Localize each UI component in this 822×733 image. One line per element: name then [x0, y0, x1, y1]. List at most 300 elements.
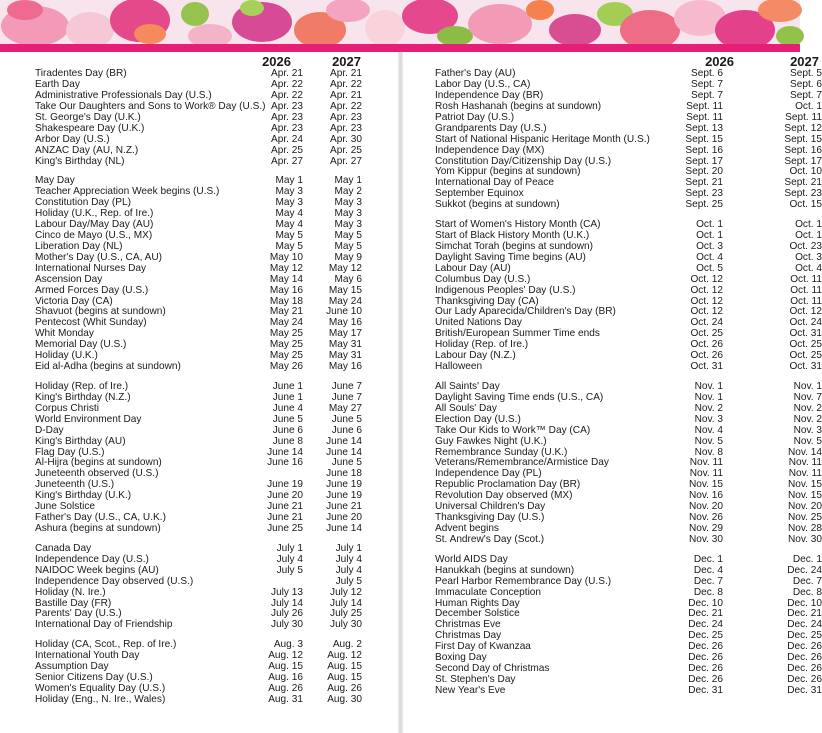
- date-2026: May 21: [269, 306, 303, 318]
- date-2027: Nov. 30: [787, 534, 822, 546]
- holiday-name: Take Our Daughters and Sons to Work® Day (U.S.): [35, 100, 266, 112]
- date-2027: Apr. 23: [330, 122, 362, 134]
- holiday-row: [403, 534, 822, 546]
- holiday-row: [0, 577, 398, 588]
- date-2026: Sept. 6: [691, 68, 723, 79]
- holiday-name: Start of National Hispanic Heritage Month (U.S.): [435, 133, 650, 145]
- date-2026: Nov. 15: [688, 479, 723, 491]
- date-2027: June 7: [331, 391, 362, 403]
- holiday-row: [403, 144, 822, 157]
- holiday-name: Pearl Harbor Remembrance Day (U.S.): [435, 575, 612, 587]
- holiday-row: [403, 122, 822, 135]
- date-2027: May 3: [334, 197, 362, 209]
- date-2026: Apr. 23: [271, 111, 303, 123]
- date-2027: Nov. 14: [787, 446, 822, 458]
- date-2027: Nov. 7: [793, 391, 822, 403]
- holiday-name: Victoria Day (CA): [35, 295, 113, 307]
- holiday-name: Boxing Day: [435, 652, 487, 664]
- date-2027: May 3: [334, 218, 362, 230]
- date-2026: Nov. 30: [688, 534, 723, 546]
- holiday-row: [0, 157, 398, 168]
- holiday-name: Patriot Day (U.S.): [435, 111, 515, 123]
- holiday-row: [0, 124, 398, 135]
- date-2027: Oct. 11: [790, 273, 822, 285]
- holiday-row: [403, 435, 822, 448]
- date-2026: Nov. 29: [688, 523, 723, 535]
- date-2026: May 5: [275, 229, 303, 241]
- date-2027: May 16: [328, 361, 362, 373]
- date-2026: Sept. 7: [691, 78, 723, 90]
- date-2027: Nov. 2: [793, 413, 822, 425]
- date-2026: Dec. 21: [688, 608, 723, 620]
- holiday-name: Assumption Day: [35, 661, 109, 672]
- holiday-row: [0, 620, 398, 631]
- date-2027: June 14: [326, 446, 362, 458]
- date-2026: Oct. 24: [690, 317, 723, 329]
- date-2026: June 25: [267, 523, 303, 535]
- date-2027: Nov. 3: [793, 424, 822, 436]
- right-page: [403, 52, 822, 733]
- holiday-row: [0, 135, 398, 146]
- date-2026: Oct. 26: [690, 339, 723, 351]
- holiday-name: Constitution Day (PL): [35, 197, 131, 209]
- holiday-name: Whit Monday: [35, 328, 94, 340]
- holiday-row: [403, 586, 822, 599]
- date-2027: Sept. 7: [790, 89, 822, 101]
- date-2026: Oct. 3: [696, 240, 723, 252]
- date-2027: Oct. 31: [789, 328, 822, 340]
- date-2026: May 25: [269, 350, 303, 362]
- date-2026: Oct. 1: [696, 229, 723, 241]
- holiday-name: International Day of Peace: [435, 177, 554, 189]
- holiday-name: Canada Day: [35, 542, 92, 554]
- date-2026: Apr. 21: [271, 68, 303, 79]
- date-2027: June 10: [326, 306, 362, 318]
- date-2027: Nov. 5: [793, 435, 822, 447]
- date-2027: May 1: [334, 175, 362, 187]
- date-2026: Oct. 12: [690, 306, 723, 318]
- date-2027: Sept. 12: [784, 122, 822, 134]
- date-2026: Oct. 4: [696, 251, 723, 263]
- date-2027: July 25: [330, 608, 362, 620]
- date-2027: June 18: [326, 468, 362, 480]
- date-2027: May 17: [328, 328, 362, 340]
- holiday-name: Simchat Torah (begins at sundown): [435, 240, 594, 252]
- date-2027: Dec. 31: [787, 685, 822, 697]
- holiday-name: Father's Day (AU): [435, 68, 516, 79]
- holiday-group: [403, 218, 822, 373]
- date-2027: June 6: [331, 424, 362, 436]
- date-2026: Dec. 26: [688, 641, 723, 653]
- date-2027: May 31: [328, 350, 362, 362]
- date-2027: Aug. 30: [327, 693, 362, 705]
- date-2026: June 16: [267, 457, 303, 469]
- holiday-name: King's Birthday (AU): [35, 435, 126, 447]
- holiday-name: Universal Children's Day: [435, 501, 546, 513]
- date-2026: Dec. 7: [693, 575, 723, 587]
- holiday-name: International Nurses Day: [35, 262, 147, 274]
- date-2027: June 20: [326, 512, 362, 524]
- date-2026: Aug. 3: [273, 639, 303, 651]
- holiday-name: Juneteenth observed (U.S.): [35, 468, 159, 480]
- holiday-list-right: [403, 68, 822, 706]
- date-2026: Nov. 1: [694, 391, 723, 403]
- date-2026: Dec. 8: [693, 586, 723, 598]
- date-2027: Sept. 21: [784, 177, 822, 189]
- date-2026: May 26: [269, 361, 303, 373]
- year-header-2027: 2027: [332, 54, 361, 69]
- holiday-name: All Souls' Day: [435, 402, 497, 414]
- holiday-name: Holiday (Eng., N. Ire., Wales): [35, 693, 166, 705]
- holiday-name: Administrative Professionals Day (U.S.): [35, 89, 212, 101]
- holiday-name: Christmas Day: [435, 630, 502, 642]
- holiday-name: Parents' Day (U.S.): [35, 608, 122, 620]
- left-page: [0, 52, 398, 733]
- date-2027: Sept. 23: [784, 188, 822, 200]
- holiday-name: Election Day (U.S.): [435, 413, 521, 425]
- holiday-name: St. George's Day (U.K.): [35, 111, 141, 123]
- date-2026: July 13: [271, 586, 303, 598]
- date-2027: Aug. 12: [327, 650, 362, 662]
- date-2027: Dec. 24: [787, 564, 822, 576]
- date-2026: June 21: [267, 512, 303, 524]
- date-2027: Oct. 11: [790, 284, 822, 296]
- holiday-row: [0, 362, 398, 373]
- date-2026: Nov. 1: [694, 380, 723, 392]
- date-2027: Aug. 2: [332, 639, 362, 651]
- date-2026: Nov. 3: [694, 413, 723, 425]
- holiday-name: Thanksgiving Day (CA): [435, 295, 539, 307]
- date-2027: May 2: [334, 186, 362, 198]
- date-2027: Oct. 15: [789, 199, 822, 211]
- date-2027: Dec. 24: [787, 619, 822, 631]
- date-2026: May 14: [269, 273, 303, 285]
- holiday-name: Our Lady Aparecida/Children's Day (BR): [435, 306, 616, 318]
- date-2026: May 3: [275, 186, 303, 198]
- date-2026: July 4: [276, 553, 303, 565]
- date-2027: Apr. 21: [330, 68, 362, 79]
- holiday-name: December Solstice: [435, 608, 520, 620]
- holiday-group: [0, 382, 398, 535]
- year-header-2027: 2027: [790, 54, 819, 69]
- date-2027: Nov. 25: [787, 512, 822, 524]
- date-2026: Sept. 11: [686, 100, 723, 112]
- date-2027: Dec. 25: [787, 630, 822, 642]
- holiday-group: [403, 68, 822, 211]
- date-2027: Dec. 1: [792, 553, 822, 565]
- holiday-name: Second Day of Christmas: [435, 663, 550, 675]
- date-2027: May 27: [328, 402, 362, 414]
- holiday-name: Armed Forces Day (U.S.): [35, 284, 149, 296]
- date-2027: Aug. 15: [327, 671, 362, 683]
- holiday-name: Ashura (begins at sundown): [35, 523, 161, 535]
- date-2026: Aug. 26: [268, 682, 303, 694]
- holiday-name: Hanukkah (begins at sundown): [435, 564, 575, 576]
- date-2027: July 12: [330, 586, 362, 598]
- date-2027: May 16: [328, 317, 362, 329]
- date-2027: Oct. 1: [795, 218, 822, 230]
- date-2026: May 16: [269, 284, 303, 296]
- date-2027: May 12: [328, 262, 362, 274]
- date-2027: Oct. 4: [795, 262, 822, 274]
- holiday-name: United Nations Day: [435, 317, 522, 329]
- date-2027: Nov. 20: [787, 501, 822, 513]
- date-2027: June 5: [331, 457, 362, 469]
- date-2027: Nov. 11: [788, 468, 822, 480]
- date-2027: Oct. 25: [789, 339, 822, 351]
- holiday-name: Take Our Kids to Work™ Day (CA): [435, 424, 591, 436]
- holiday-name: King's Birthday (U.K.): [35, 490, 132, 502]
- date-2027: Dec. 26: [787, 652, 822, 664]
- date-2026: June 19: [267, 479, 303, 491]
- date-2026: July 26: [271, 608, 303, 620]
- holiday-name: Holiday (U.K.): [35, 350, 98, 362]
- date-2026: Dec. 26: [688, 674, 723, 686]
- date-2027: Oct. 23: [789, 240, 822, 252]
- holiday-name: British/European Summer Time ends: [435, 328, 600, 340]
- date-2027: Oct. 1: [795, 229, 822, 241]
- date-2026: Nov. 2: [694, 402, 723, 414]
- date-2026: Nov. 8: [694, 446, 723, 458]
- holiday-name: Independence Day (BR): [435, 89, 544, 101]
- holiday-name: Liberation Day (NL): [35, 240, 123, 252]
- date-2026: Apr. 22: [271, 89, 303, 101]
- holiday-name: Shakespeare Day (U.K.): [35, 122, 145, 134]
- date-2026: Dec. 26: [688, 663, 723, 675]
- date-2026: June 1: [272, 391, 303, 403]
- date-2027: July 4: [335, 564, 362, 576]
- holiday-name: Guy Fawkes Night (U.K.): [435, 435, 547, 447]
- date-2026: Aug. 12: [268, 650, 303, 662]
- date-2027: Apr. 22: [330, 78, 362, 90]
- date-2027: June 7: [331, 380, 362, 392]
- holiday-name: Teacher Appreciation Week begins (U.S.): [35, 186, 220, 198]
- date-2027: Aug. 15: [327, 661, 362, 672]
- date-2027: May 6: [334, 273, 362, 285]
- holiday-name: Memorial Day (U.S.): [35, 339, 127, 351]
- holiday-name: Holiday (U.K., Rep. of Ire.): [35, 208, 154, 220]
- date-2027: June 14: [326, 523, 362, 535]
- holiday-name: Labour Day (N.Z.): [435, 350, 516, 362]
- date-2027: Sept. 17: [784, 155, 822, 167]
- date-2026: Dec. 1: [693, 553, 723, 565]
- date-2026: May 12: [269, 262, 303, 274]
- year-header-2026: 2026: [705, 54, 734, 69]
- holiday-group: [0, 640, 398, 706]
- holiday-name: Father's Day (U.S., CA, U.K.): [35, 512, 166, 524]
- date-2027: Dec. 26: [787, 641, 822, 653]
- date-2026: Sept. 11: [686, 111, 723, 123]
- date-2026: June 21: [267, 501, 303, 513]
- holiday-name: Juneteenth (U.S.): [35, 479, 115, 491]
- holiday-group: [0, 544, 398, 632]
- holiday-name: Cinco de Mayo (U.S., MX): [35, 229, 153, 241]
- date-2026: July 1: [276, 542, 303, 554]
- date-2026: Nov. 11: [689, 468, 723, 480]
- date-2027: June 14: [326, 435, 362, 447]
- date-2027: June 21: [326, 501, 362, 513]
- date-2027: Dec. 26: [787, 674, 822, 686]
- date-2027: May 3: [334, 208, 362, 220]
- holiday-name: Shavuot (begins at sundown): [35, 306, 166, 318]
- holiday-name: New Year's Eve: [435, 685, 506, 697]
- date-2027: June 19: [326, 479, 362, 491]
- holiday-name: Yom Kippur (begins at sundown): [435, 166, 581, 178]
- holiday-name: Tiradentes Day (BR): [35, 68, 127, 79]
- date-2026: Sept. 21: [685, 177, 723, 189]
- date-2026: Oct. 31: [690, 361, 723, 373]
- holiday-name: Women's Equality Day (U.S.): [35, 682, 166, 694]
- holiday-name: Flag Day (U.S.): [35, 446, 105, 458]
- date-2026: June 5: [272, 413, 303, 425]
- date-2026: Aug. 31: [268, 693, 303, 705]
- date-2027: Dec. 21: [787, 608, 822, 620]
- holiday-row: [403, 284, 822, 297]
- date-2026: July 5: [276, 564, 303, 576]
- date-2027: Oct. 31: [789, 361, 822, 373]
- date-2026: May 25: [269, 339, 303, 351]
- date-2026: May 1: [275, 175, 303, 187]
- date-2026: Sept. 23: [685, 188, 723, 200]
- date-2027: Sept. 11: [785, 111, 822, 123]
- date-2026: May 5: [275, 240, 303, 252]
- date-2026: June 8: [272, 435, 303, 447]
- holiday-row: [403, 575, 822, 588]
- holiday-name: Independence Day (PL): [435, 468, 542, 480]
- date-2027: Nov. 15: [787, 490, 822, 502]
- date-2027: Sept. 5: [790, 68, 822, 79]
- date-2027: June 19: [326, 490, 362, 502]
- holiday-group: [403, 553, 822, 697]
- date-2026: June 4: [272, 402, 303, 414]
- date-2027: May 15: [328, 284, 362, 296]
- date-2027: Oct. 3: [795, 251, 822, 263]
- holiday-name: St. Andrew's Day (Scot.): [435, 534, 545, 546]
- date-2026: July 30: [271, 619, 303, 631]
- holiday-row: [0, 566, 398, 577]
- date-2027: Aug. 26: [327, 682, 362, 694]
- holiday-name: First Day of Kwanzaa: [435, 641, 531, 653]
- date-2026: June 6: [272, 424, 303, 436]
- date-2027: Oct. 24: [789, 317, 822, 329]
- date-2026: Aug. 16: [268, 671, 303, 683]
- date-2026: Oct. 1: [696, 218, 723, 230]
- date-2026: Apr. 24: [271, 133, 303, 145]
- holiday-name: May Day: [35, 175, 75, 187]
- holiday-name: Start of Black History Month (U.K.): [435, 229, 590, 241]
- date-2026: Sept. 17: [685, 155, 723, 167]
- holiday-row: [0, 286, 398, 297]
- date-2026: May 24: [269, 317, 303, 329]
- holiday-row: [403, 424, 822, 437]
- date-2026: May 10: [269, 251, 303, 263]
- holiday-name: Grandparents Day (U.S.): [435, 122, 547, 134]
- holiday-name: Pentecost (Whit Sunday): [35, 317, 147, 329]
- date-2026: Nov. 26: [688, 512, 723, 524]
- date-2026: Dec. 4: [693, 564, 723, 576]
- date-2027: Oct. 10: [789, 166, 822, 178]
- date-2027: May 24: [328, 295, 362, 307]
- date-2026: Oct. 25: [690, 328, 723, 340]
- date-2027: June 5: [331, 413, 362, 425]
- holiday-name: Thanksgiving Day (U.S.): [435, 512, 545, 524]
- date-2027: Oct. 25: [789, 350, 822, 362]
- date-2027: Sept. 15: [784, 133, 822, 145]
- holiday-name: Al-Hijra (begins at sundown): [35, 457, 162, 469]
- date-2027: Oct. 12: [789, 306, 822, 318]
- holiday-name: Holiday (Rep. of Ire.): [35, 380, 129, 392]
- holiday-name: Veterans/Remembrance/Armistice Day: [435, 457, 609, 469]
- holiday-name: World AIDS Day: [435, 553, 508, 565]
- date-2027: July 1: [335, 542, 362, 554]
- date-2026: Sept. 15: [685, 133, 723, 145]
- date-2026: Dec. 10: [688, 597, 723, 609]
- date-2027: Dec. 26: [787, 663, 822, 675]
- holiday-name: Constitution Day/Citizenship Day (U.S.): [435, 155, 612, 167]
- holiday-name: Human Rights Day: [435, 597, 520, 609]
- date-2027: Apr. 25: [330, 144, 362, 156]
- date-2027: Nov. 2: [793, 402, 822, 414]
- holiday-name: Corpus Christi: [35, 402, 99, 414]
- date-2026: Apr. 23: [271, 122, 303, 134]
- holiday-row: [403, 685, 822, 697]
- holiday-name: Labor Day (U.S., CA): [435, 78, 531, 90]
- holiday-name: September Equinox: [435, 188, 524, 200]
- date-2026: July 14: [271, 597, 303, 609]
- date-2026: Dec. 31: [688, 685, 723, 697]
- holiday-name: Holiday (Rep. of Ire.): [435, 339, 529, 351]
- date-2026: May 3: [275, 197, 303, 209]
- holiday-name: Revolution Day observed (MX): [435, 490, 573, 502]
- date-2026: May 18: [269, 295, 303, 307]
- holiday-name: All Saints' Day: [435, 380, 500, 392]
- date-2027: May 31: [328, 339, 362, 351]
- holiday-name: Immaculate Conception: [435, 586, 542, 598]
- holiday-list-left: [0, 69, 398, 715]
- holiday-name: Independence Day observed (U.S.): [35, 575, 194, 587]
- holiday-row: [0, 275, 398, 286]
- date-2026: Sept. 7: [691, 89, 723, 101]
- holiday-row: [403, 133, 822, 146]
- holiday-name: Independence Day (MX): [435, 144, 545, 156]
- date-2027: Apr. 30: [330, 133, 362, 145]
- date-2026: Dec. 26: [688, 652, 723, 664]
- holiday-row: [403, 361, 822, 373]
- date-2026: Oct. 12: [690, 295, 723, 307]
- date-2026: May 25: [269, 328, 303, 340]
- date-2026: June 14: [267, 446, 303, 458]
- date-2026: Oct. 12: [690, 284, 723, 296]
- holiday-row: [0, 426, 398, 437]
- date-2027: Nov. 28: [787, 523, 822, 535]
- date-2026: June 20: [267, 490, 303, 502]
- holiday-name: Rosh Hashanah (begins at sundown): [435, 100, 602, 112]
- date-2027: Dec. 7: [792, 575, 822, 587]
- holiday-name: D-Day: [35, 424, 64, 436]
- date-2026: Dec. 25: [688, 630, 723, 642]
- holiday-name: Start of Women's History Month (CA): [435, 218, 601, 230]
- holiday-name: Sukkot (begins at sundown): [435, 199, 560, 211]
- holiday-group: [403, 380, 822, 546]
- holiday-name: Daylight Saving Time ends (U.S., CA): [435, 391, 604, 403]
- date-2026: Apr. 22: [271, 78, 303, 90]
- holiday-row: [0, 437, 398, 448]
- date-2026: May 4: [275, 208, 303, 220]
- date-2027: July 5: [335, 575, 362, 587]
- holiday-name: Mother's Day (U.S., CA, AU): [35, 251, 163, 263]
- date-2027: Dec. 8: [792, 586, 822, 598]
- holiday-name: NAIDOC Week begins (AU): [35, 564, 159, 576]
